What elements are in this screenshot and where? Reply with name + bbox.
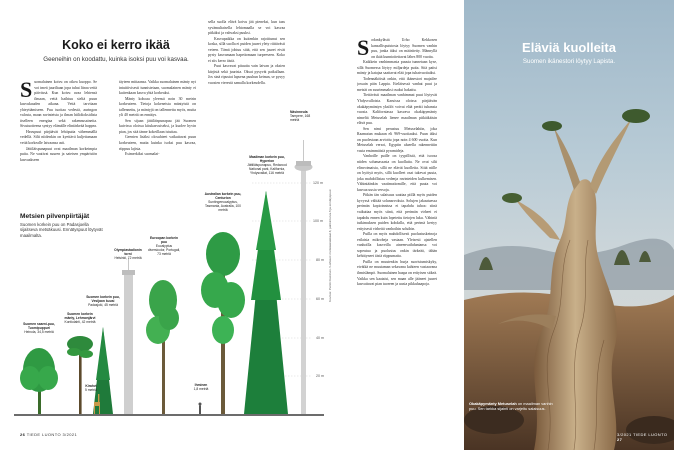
paragraph: täyteen mittaansa. Vaikka suomalainen mänty nyt intuitiivisesti tunnistetaan, suomalainen mänty ei kuitenkaan kasva yhtä korkeaksi. <box>119 80 196 96</box>
label-name: Australian korkein puu, Centurion <box>204 192 242 201</box>
paragraph: Sen nimi perustuu Metuselahiin, joka Raamatun mukaan eli 969-vuotiaaksi. Puun iäksi on puolestaan arvioitu jopa noin 4 600 vuotta. Kun Metuselah versoi, Egyptin alueella rakennettiin vasta ensimmäisiä pyramideja. <box>357 126 437 153</box>
paragraph: Vanhoille puille on tyypillistä, että isoosa niiden solumassasta on kuollutta. Ne ovat silti elinvoimaisia, sillä ne elävät kuolleita. Siitä niille on hyötyä myös, sillä kuolleet osat tukevat puuta, joka mahdollistaa vedenja ravinteiden kulkemisen. Vähintäänkin vaatimattomille, että puuta voi kasvaa uusia versoja. <box>357 154 437 192</box>
photo-title: Eläviä kuolleita <box>522 40 616 55</box>
paragraph: Havupuut pärjäävät lehtipuita vähemmällä vedellä. Silti niidenkin on kyettävä kuljettamaan vettä korkealle latvaansa asti. <box>20 129 97 146</box>
scale-label: 120 m <box>313 181 323 185</box>
label-ihminen <box>190 383 212 391</box>
tree-saarni <box>20 348 58 414</box>
article-title: Koko ei kerro ikää <box>62 38 170 52</box>
infographic-heading: Metsien pilvenpiirtäjät <box>20 213 90 220</box>
paragraph: Jättiläispunapuut ovat maailman korkeimpia puita. Ne vaativat suuren ja sateisen ympäristön kasvaakseen <box>20 146 97 162</box>
paragraph: Geenien lisäksi olosuhteet vaikuttavat puun korkeuteen, mutta kuinka isoksi puu kasvaa, riippuu lajista. <box>119 135 196 151</box>
scale-label: 80 m <box>316 258 324 262</box>
paragraph: Sen sijaan jättiläispunapuu jää Suomen kuivissa oloissa kitukasvuiseksi, ja kuolee hyvin pian, jos sitä tänne kokeillaan istuttaa. <box>119 118 196 134</box>
label-lehmonjarvi <box>62 312 98 324</box>
tree-lehmonjarvi-pine <box>67 336 93 414</box>
nasinneula-tower <box>295 140 313 414</box>
paragraph: odankylästä Urho Kekkosen kansallispuistosta löytyy Suomen vanhin puu, jonka iäksi on määritetty. Männyllä on ikää kunnioitettavat lähes 800 vuotta. <box>371 38 437 59</box>
label-detail: Padasjoki, 45 metriä <box>88 303 118 308</box>
ground-line <box>14 414 324 416</box>
caption-text: on maailman vanhin puu. Sen tarkka sijainti on varjeltu salaisuus. <box>469 401 553 411</box>
label-name: Kirahvi <box>85 384 97 388</box>
olympic-stadium-tower <box>122 258 135 414</box>
photo-subtitle: Suomen ikänestori löytyy Lapista. <box>522 58 616 65</box>
paragraph: Kaikkein vanhimmasta puusta tunnetaan kyse, sillä Suomessa löytyy miljardeja puita. Sitä paitsi mänty ja katajaa saattavat elää jopa tuhatvuotiaiksi. <box>357 60 437 76</box>
label-vesijako <box>84 295 122 307</box>
label-detail: 1,8 metriä <box>193 387 209 392</box>
paragraph: sella suolla elävä koivu jää pieneksi, kun taas syvämultaisella lehtomaalla se voi kasvaa pitkäksi ja vahvaksi puuksi. <box>208 20 285 36</box>
label-name: Olympiastadionin torni <box>114 248 142 257</box>
label-detail: Jättiläispunapuu, Redwood National park, Kalifornia, Yhdysvallat, 116 metriä <box>247 163 287 176</box>
page-number: 26 <box>20 432 26 437</box>
right-page <box>337 0 674 450</box>
paragraph: Todennäköistä onkin, että ikänestori majailee jossain päin Lappia. Eteläisessä vanhat puut ja metsät on suurimmaksi osaksi hakattu. <box>357 76 437 92</box>
article-subtitle: Geeneihin on koodattu, kuinka isoksi puu voi kasvaa. <box>43 56 189 63</box>
photo-caption <box>469 402 559 412</box>
paragraph: Puilla on muutenkin hurja suoristumiskyky, eivätkä ne muutaman sekavana kahteen vastaavana ihmislämpö. Suomalainen haapa on erityisen sitkeä. Vaikka sen kaataisi, sen maan alle jääneet juuret kasvattavat pian tuoreen ja uusia pikkuhaapoja. <box>357 259 437 287</box>
label-name: Euroopan korkein puu <box>149 236 179 245</box>
label-olympiastadion <box>112 248 144 260</box>
label-detail: Eucalyptus diversicolor, Portugali, 73 metriä <box>147 244 181 257</box>
label-name: Suomen saarni-puu, Tuomipuppuri <box>23 322 55 331</box>
tree-hyperion <box>244 191 288 414</box>
label-hyperion <box>245 155 289 175</box>
tree-vesijako-spruce <box>93 327 113 414</box>
paragraph: Mänty kohoaa yleensä noin 30 metrin korkeuteen. Tietoja kokeneista mäntyistä on tallennettu, ja mäntyjä on tallennettu myös, mutta yli 40 metriä on ennätys. <box>119 96 196 118</box>
drop-cap: S <box>20 80 33 102</box>
infographic-intro: Suomen korkein puu on Padasjoella sijaitseva metsäkuusi. Ennätyspuut löytyvät maailmalta. <box>20 222 103 238</box>
body-column-4 <box>357 38 437 433</box>
paragraph: Pitkän iän salaisuus saattaa piillä myös puiden kyvyssä välttää solunarvoksia. Solujen jakautuessa perimän kopioinnissa ei tapahdu tuhoa: siinä vaikuttaa myös siinä, että perimän virheet ei tapahdu ennen kuin lopetettu tietojen luku. Vähintä tutkimuksen puiden kohdalla, että perimä kertyy erityisesti virheitä vanhoihin soluihin. <box>357 193 437 231</box>
bristlecone-pine-photo <box>464 0 674 450</box>
label-centurion <box>203 192 243 212</box>
label-nasinneula <box>290 110 320 122</box>
paragraph: Puut kasvavat pituutta vain latvan ja oksien kärjistä sekä juurista. Oksat pysyvät paikallaan. Jos sinä ripustat lapsena puuhun keinun, se pysyy vuosien vierestä samalla korkeudella. <box>208 64 285 86</box>
page-number: 27 <box>617 437 623 442</box>
label-detail: Suntingeeucalyptus, Tasmania, Australia, 100 metriä <box>205 200 241 213</box>
caption-bold: Okakäpymänty Metuselah <box>469 401 517 406</box>
label-detail: Tampere, 168 metriä <box>290 114 311 123</box>
paragraph: Kasvupaikka on kuitenkin rajoittunut sen koska, sillä suolla ei puiden juuret ylety riittävästi veteen. Tämä johtuu siitä, että sen juuret eivät pysty kasvamaan hapettomaan turpeeseen. Koko ei siis kerro iästä. <box>208 36 285 63</box>
label-name: Suomen korkein mänty, Lehmonjärvi <box>64 312 96 321</box>
label-eucalyptus-portugal <box>147 236 181 256</box>
label-detail: Heinola, 34,5 metriä <box>24 330 54 335</box>
label-name: Näsinneula <box>290 110 308 114</box>
label-saarni <box>22 322 56 334</box>
paragraph: Tiettävästi maailman vanhimmat puut löytyvät Yhdysvalloista. Karuissa oloissa pärjäävän okakäpymäntyn yksilöt voivat elää peräti tuhansia vuosia. Kaliforniassa kasvava okakäpymänty nimeltä Metuselah lienee maailman pitkäikäisin elävä puu. <box>357 93 437 126</box>
folio-left <box>20 432 77 437</box>
label-detail: Helsinki, 72 metriä <box>114 256 142 261</box>
label-detail: Kontiolahti, 42 metriä <box>64 320 96 325</box>
scale-label: 20 m <box>316 374 324 378</box>
magazine-issue: 3/2021 TIEDE LUONTO <box>617 432 668 437</box>
label-name: Maailman korkein puu, Hyperion <box>249 155 285 164</box>
tree-eucalyptus-portugal <box>146 280 179 414</box>
scale-label: 100 m <box>313 219 323 223</box>
photo-illustration <box>464 0 674 450</box>
scale-label: 40 m <box>316 336 324 340</box>
paragraph: uomalainen koivu on oikea kuoppo. Se voi imeä juuriltaan jopa tuhat litraa vettä päivässä. Kun koivu avaa lehtensä ilmaan, vettä haihtuu sieltä puun kasvukauden aikana. Vettä tarvitaan yhteyttämiseen. Puu tuottaa vedestä, auringon valosta, maan ravinteista ja ilman hiilidioksidista itselleen energiaa sekä rakennusaineita. Sivutuotteena syntyy elämälle elintärkeää happea. <box>20 80 97 129</box>
folio-right <box>617 432 674 442</box>
drop-cap: S <box>357 38 370 60</box>
label-name: Ihminen <box>194 383 208 387</box>
paragraph: Esimerkiksi suomalai- <box>125 152 160 157</box>
label-kirahvi <box>80 384 102 392</box>
human-figure <box>199 403 202 415</box>
label-detail: 5 metriä <box>85 388 97 393</box>
magazine-issue: TIEDE LUONTO 3/2021 <box>26 432 78 437</box>
label-name: Suomen korkein puu, Vesijaon kuusi <box>86 295 120 304</box>
paragraph: Puilla on myös mahdollisesti puolustuskeinoja erilaisia mikrobeja vastaan. Yleisesti ajatellen vanhoilla kasveilla aineenvaihduntansa voi sopeutua ja puolustus onkin tärkeää, tähän kehittyneet iästä riippumatta. <box>357 232 437 259</box>
scale-label: 60 m <box>316 297 324 301</box>
credits-caption: Kuvitus: Pentti Roininen / Lähteet: metsäasiakkaat.fi, pahkinturva.fi ja ennätyspuut <box>328 189 332 302</box>
